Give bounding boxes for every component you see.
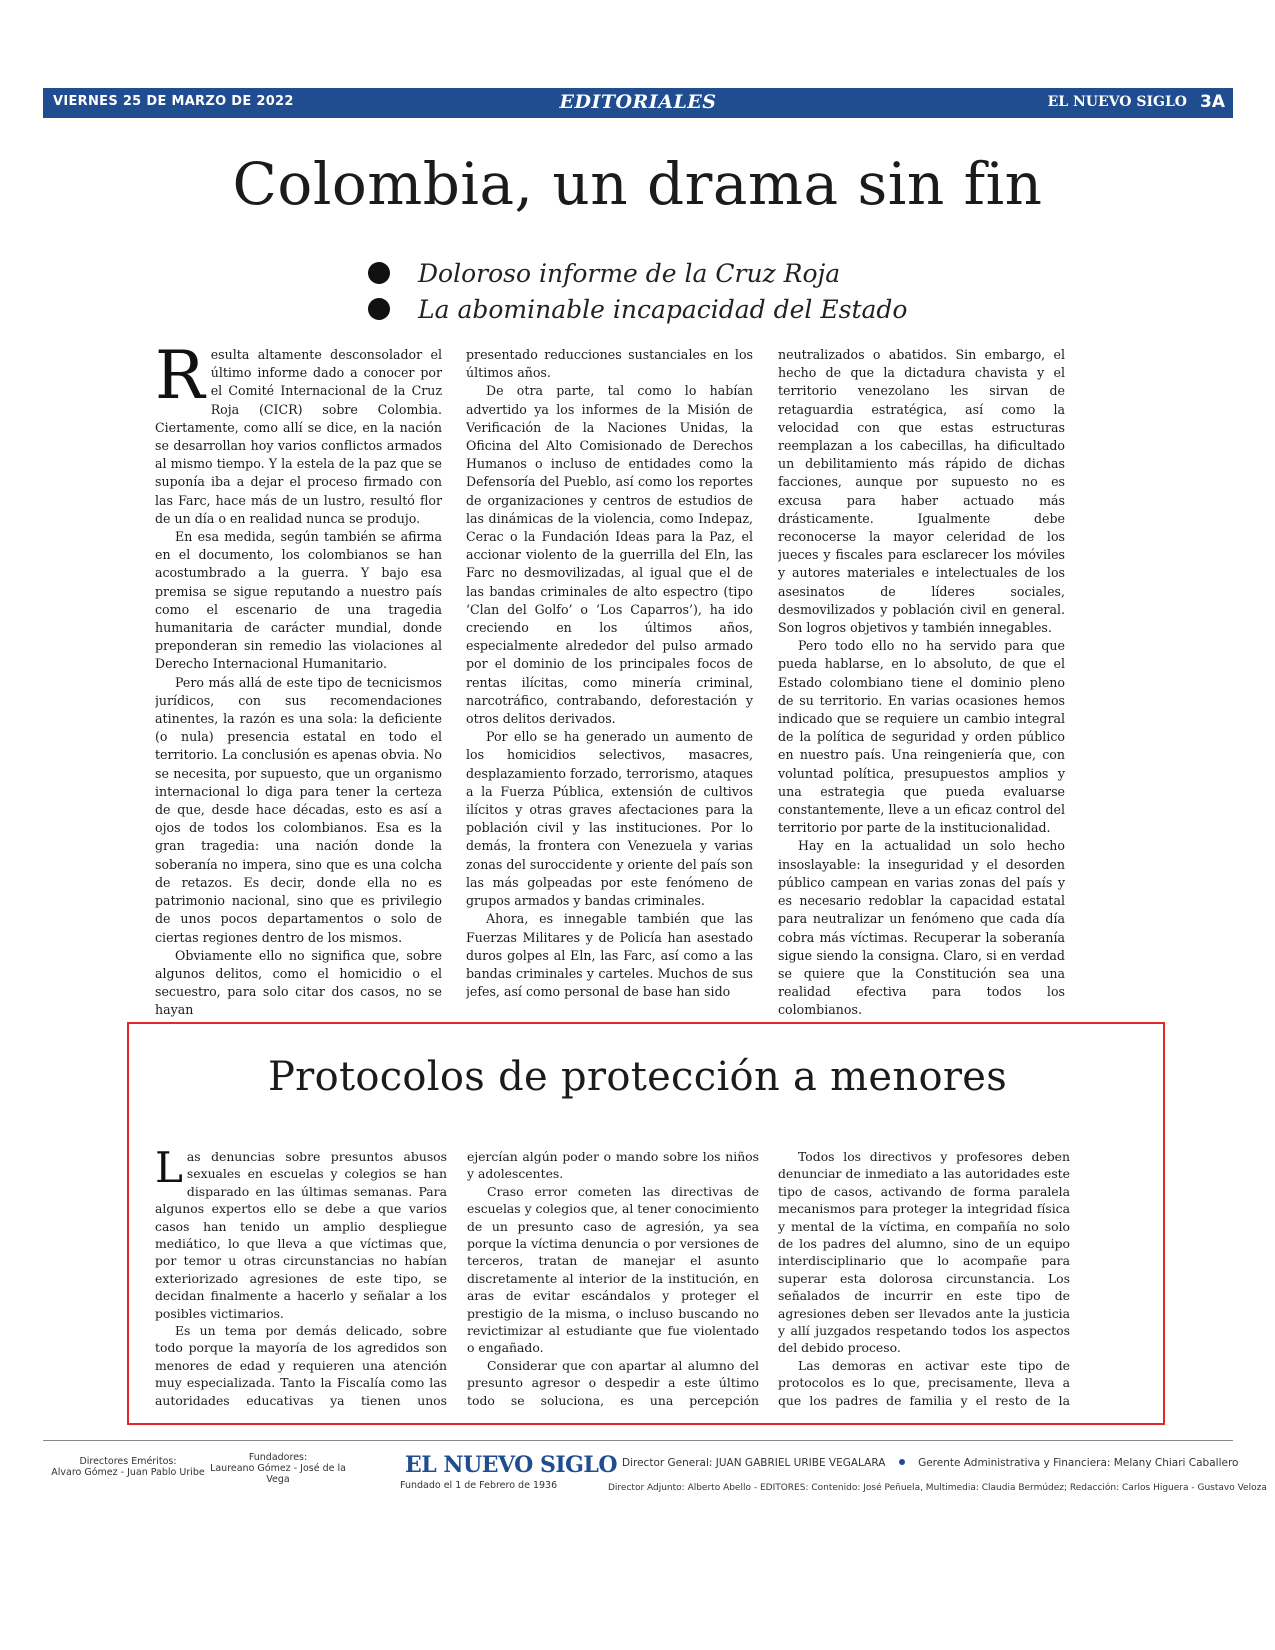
paragraph: Obviamente ello no significa que, sobre algunos delitos, como el homicidio o el secuestro, para solo citar dos casos, no se hayan [155,947,442,1018]
founders-label: Fundadores: [248,1452,308,1463]
emeritus-names: Alvaro Gómez - Juan Pablo Uribe [51,1467,205,1478]
paragraph: Todos los directivos y profesores deben denunciar de inmediato a las autoridades este tipo de casos, activando de forma paralela mecanismos para proteger la integridad física y mental de la víctima, en compañía no solo de los padres del alumno, sino de un equipo interdisciplinario que lo acompañe para superar esta dolorosa circunstancia. Los señalados de incurrir en este tipo de agresiones deben ser llevados ante la justicia y allí juzgados respetando todos los aspectos del debido proceso. [778,1149,1070,1356]
bullet-dot-icon [368,262,390,284]
main-article-column-2 [466,346,753,1018]
paragraph: esulta altamente desconsolador el último informe dado a conocer por el Comité Internacional de la Cruz Roja (CICR) sobre Colombia. Ciertamente, como allí se dice, en la nación se desarrollan hoy varios conflictos armados al mismo tiempo. Y la estela de la paz que se suponía iba a dejar el proceso firmado con las Farc, hace más de un lustro, resultó flor de un día o en realidad nunca se produjo. [155,347,442,526]
paragraph: Las demoras en activar este tipo de protocolos es lo que, precisamente, lleva a que los padres de familia y el resto de la [778,1357,1070,1408]
second-article-column-1 [155,1148,447,1410]
footer-divider [43,1440,1233,1441]
main-article-column-3 [778,346,1065,1018]
bullet-dot-icon [368,298,390,320]
financial-manager: Gerente Administrativa y Financiera: Melany Chiari Caballero [918,1457,1239,1469]
emeritus-label: Directores Eméritos: [79,1456,177,1467]
paragraph: Pero más allá de este tipo de tecnicismos jurídicos, con sus recomendaciones atinentes, la razón es una sola: la deficiente (o nula) presencia estatal en todo el territorio. La conclusión es apenas obvia. No se necesita, por supuesto, que un organismo internacional lo diga para tener la certeza de que, desde hace décadas, esto es así a ojos de todos los colombianos. Esa es la gran tragedia: una nación donde la soberanía no impera, sino que es una colcha de retazos. Es decir, donde ella no es patrimonio nacional, sino que es privilegio de unos pocos departamentos o solo de ciertas regiones dentro de los mismos. [155,674,442,945]
paragraph: Craso error cometen las directivas de escuelas y colegios que, al tener conocimiento de un presunto caso de agresión, ya sea porque la víctima denuncia o por versiones de terceros, tratan de manejar el asunto discretamente al interior de la institución, en aras de evitar escándalos y proteger el prestigio de la misma, o incluso buscando no revictimizar al estudiante que fue violentado o engañado. [467,1183,759,1356]
paragraph: Hay en la actualidad un solo hecho insoslayable: la inseguridad y el desorden público campean en varias zonas del país y es necesario redoblar la capacidad estatal para neutralizar un fenómeno que cada día cobra más víctimas. Recuperar la soberanía sigue siendo la consigna. Claro, si en verdad se quiere que la Constitución sea una realidad efectiva para todos los colombianos. [778,838,1065,1018]
masthead-staff-line: Director Adjunto: Alberto Abello - EDITORES: Contenido: José Peñuela, Multimedia: Claudia Bermúdez; Redacción: Carlos Higuera - Gustavo Veloza [608,1483,1267,1493]
bullet-text: Doloroso informe de la Cruz Roja [418,258,841,288]
paragraph: De otra parte, tal como lo habían advertido ya los informes de la Misión de Verificación de la Naciones Unidas, la Oficina del Alto Comisionado de Derechos Humanos o incluso de entidades como la Defensoría del Pueblo, así como los reportes de organizaciones y centros de estudios de las dinámicas de la violencia, como Indepaz, Cerac o la Fundación Ideas para la Paz, el accionar violento de la guerrilla del Eln, las Farc no desmovilizadas, al igual que el de las bandas criminales de alto espectro (tipo ‘Clan del Golfo’ o ‘Los Caparros’), ha ido creciendo en los últimos años, especialmente alrededor del pulso armado por el dominio de los principales focos de rentas ilícitas, como minería criminal, narcotráfico, contrabando, deforestación y otros delitos derivados. [466,383,753,727]
headline-bullets [368,255,907,327]
main-article-column-1 [155,346,442,1018]
second-article-column-2 [467,1148,759,1410]
footer-logo: EL NUEVO SIGLO [405,1452,618,1478]
page-number: 3A [1200,92,1225,112]
masthead-top-line [622,1457,1238,1469]
paragraph: ejercían algún poder o mando sobre los niños y adolescentes. [467,1149,759,1182]
paragraph: En esa medida, según también se afirma en el documento, los colombianos se han acostumbrado a la guerra. Y bajo esa premisa se sigue reputando a nuestro país como el escenario de una tragedia humanitaria de carácter mundial, donde preponderan sin remedio las violaciones al Derecho Internacional Humanitario. [155,529,442,672]
drop-cap: R [155,346,205,414]
bullet-item [368,291,907,327]
bullet-text: La abominable incapacidad del Estado [418,294,908,324]
main-headline: Colombia, un drama sin fin [232,150,1043,218]
founded-date: Fundado el 1 de Febrero de 1936 [400,1480,558,1491]
paragraph: as denuncias sobre presuntos abusos sexuales en escuelas y colegios se han disparado en las últimas semanas. Para algunos expertos ello se debe a que varios casos han tenido un amplio despliegue mediático, lo que lleva a que víctimas que, por temor u otras circunstancias no habían exteriorizado agresiones de este tipo, se decidan finalmente a hacerlo y señalar a los posibles victimarios. [155,1149,447,1321]
paragraph: Es un tema por demás delicado, sobre todo porque la mayoría de los agredidos son menores de edad y requieren una atención muy especializada. Tanto la Fiscalía como las autoridades educativas ya tienen unos [155,1323,447,1408]
paragraph: Pero todo ello no ha servido para que pueda hablarse, en lo absoluto, de que el Estado colombiano tiene el dominio pleno de su territorio. En varias ocasiones hemos indicado que se requiere un cambio integral de la política de seguridad y orden público en nuestro país. Una reingeniería que, con voluntad política, presupuestos amplios y una estrategia que pueda evaluarse constantemente, lleve a un eficaz control del territorio por parte de la institucionalidad. [778,638,1065,836]
issue-date: VIERNES 25 DE MARZO DE 2022 [53,94,294,109]
section-title: EDITORIALES [559,91,717,113]
bullet-item [368,255,907,291]
second-article-column-3 [778,1148,1070,1410]
separator-dot-icon [899,1459,905,1465]
paragraph: Ahora, es innegable también que las Fuerzas Militares y de Policía han asestado duros golpes al Eln, las Farc, así como a las bandas criminales y carteles. Muchos de sus jefes, así como personal de base han sido [466,911,753,1000]
founders [198,1452,358,1485]
drop-cap: L [155,1148,183,1192]
paragraph: Por ello se ha generado un aumento de los homicidios selectivos, masacres, desplazamiento forzado, terrorismo, ataques a la Fuerza Pública, extensión de cultivos ilícitos y otras graves afectaciones para la población civil y las instituciones. Por lo demás, la frontera con Venezuela y varias zonas del suroccidente y oriente del país son las más golpeadas por este fenómeno de grupos armados y bandas criminales. [466,729,753,909]
founders-names: Laureano Gómez - José de la Vega [210,1463,346,1485]
newspaper-brand: EL NUEVO SIGLO [1047,94,1187,110]
emeritus-directors [48,1456,208,1478]
director-general: Director General: JUAN GABRIEL URIBE VEGALARA [622,1457,886,1469]
second-headline: Protocolos de protección a menores [267,1054,1008,1100]
paragraph: Considerar que con apartar al alumno del presunto agresor o despedir a este último todo se soluciona, es una percepción [467,1357,759,1408]
page-header-bar [43,88,1233,118]
paragraph: presentado reducciones sustanciales en los últimos años. [466,347,753,381]
paragraph: neutralizados o abatidos. Sin embargo, el hecho de que la dictadura chavista y el territorio venezolano les sirvan de retaguardia estratégica, así como la velocidad con que estas estructuras reemplazan a los cabecillas, ha dificultado un debilitamiento más rápido de dichas facciones, aunque por supuesto no es excusa para haber actuado más drásticamente. Igualmente debe reconocerse la mayor celeridad de los jueces y fiscales para esclarecer los móviles y autores materiales e intelectuales de los asesinatos de líderes sociales, desmovilizados y población civil en general. Son logros objetivos y también innegables. [778,347,1065,636]
